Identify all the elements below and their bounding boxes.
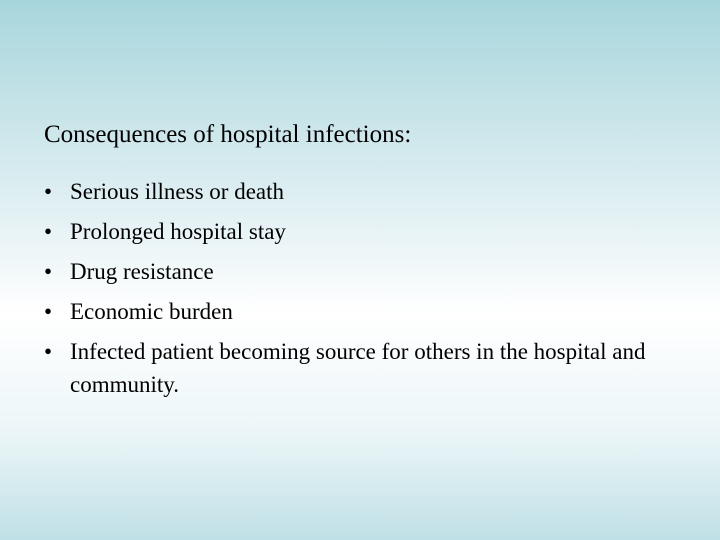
bullet-icon: • bbox=[44, 259, 53, 284]
bullet-text: Prolonged hospital stay bbox=[70, 219, 286, 244]
list-item bbox=[44, 212, 664, 252]
list-item bbox=[44, 332, 664, 405]
bullet-text: Infected patient becoming source for others in the hospital and community. bbox=[70, 339, 646, 397]
list-item bbox=[44, 292, 664, 332]
bullet-icon: • bbox=[44, 339, 53, 364]
bullet-text: Drug resistance bbox=[70, 259, 214, 284]
list-item bbox=[44, 252, 664, 292]
list-item bbox=[44, 172, 664, 212]
bullet-text: Serious illness or death bbox=[70, 179, 284, 204]
bullet-list bbox=[44, 172, 664, 405]
slide-title: Consequences of hospital infections: bbox=[44, 121, 412, 148]
bullet-icon: • bbox=[44, 299, 53, 324]
bullet-icon: • bbox=[44, 219, 53, 244]
bullet-icon: • bbox=[44, 179, 53, 204]
bullet-text: Economic burden bbox=[70, 299, 233, 324]
